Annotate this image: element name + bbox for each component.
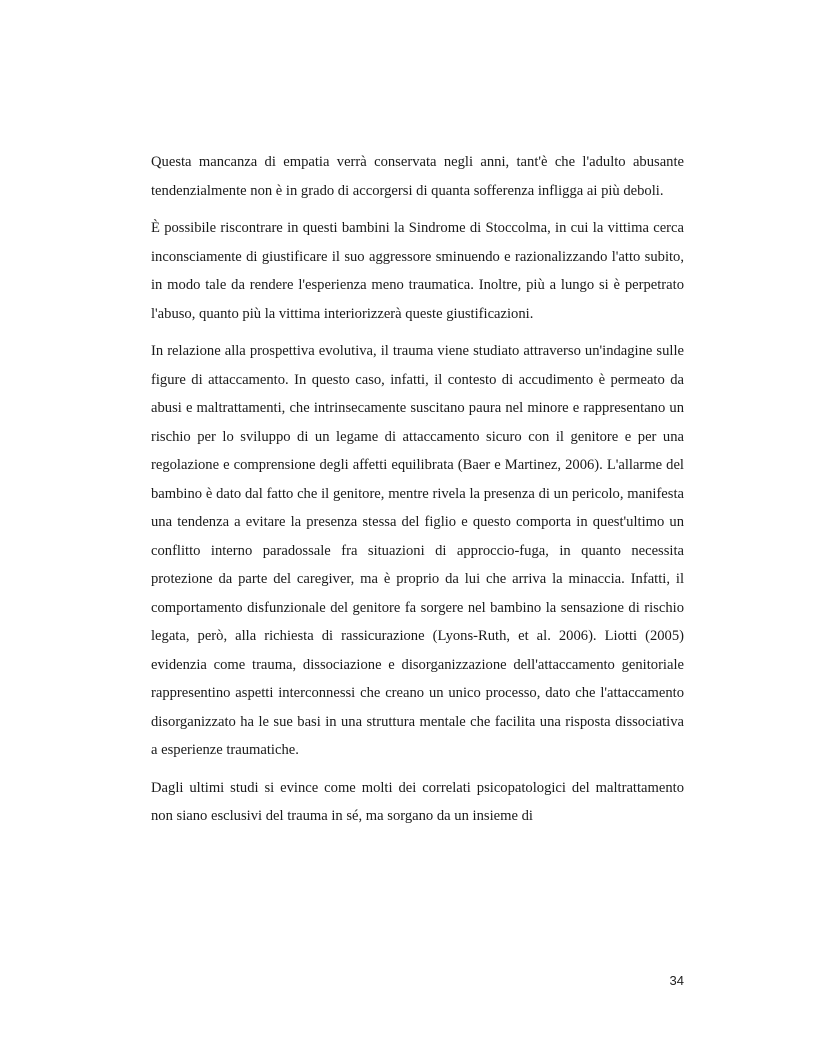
page-number: 34 — [669, 973, 684, 988]
paragraph-2: È possibile riscontrare in questi bambini la Sindrome di Stoccolma, in cui la vittima cerca inconsciamente di giustificare il suo aggressore sminuendo e razionalizzando l'atto subito, in modo tale da rendere l'esperienza meno traumatica. Inoltre, più a lungo si è perpetrato l'abuso, quanto più la vittima interiorizzerà queste giustificazioni. — [151, 220, 684, 322]
paragraph-1: Questa mancanza di empatia verrà conservata negli anni, tant'è che l'adulto abusante tendenzialmente non è in grado di accorgersi di quanta sofferenza infligga ai più deboli. — [151, 154, 684, 199]
paragraph-3: In relazione alla prospettiva evolutiva, il trauma viene studiato attraverso un'indagine sulle figure di attaccamento. In questo caso, infatti, il contesto di accudimento è permeato da abusi e maltrattamenti, che intrinsecamente suscitano paura nel minore e rappresentano un rischio per lo sviluppo di un legame di attaccamento sicuro con il genitore e per una regolazione e comprensione degli affetti equilibrata (Baer e Martinez, 2006). L'allarme del bambino è dato dal fatto che il genitore, mentre rivela la presenza di un pericolo, manifesta una tendenza a evitare la presenza stessa del figlio e questo comporta in quest'ultimo un conflitto interno paradossale fra situazioni di approccio-fuga, in quanto necessita protezione da parte del caregiver, ma è proprio da lui che arriva la minaccia. Infatti, il comportamento disfunzionale del genitore fa sorgere nel bambino la sensazione di rischio legata, però, alla richiesta di rassicurazione (Lyons-Ruth, et al. 2006). Liotti (2005) evidenzia come trauma, dissociazione e disorganizzazione dell'attaccamento genitoriale rappresentino aspetti interconnessi che creano un unico processo, dato che l'attaccamento disorganizzato ha le sue basi in una struttura mentale che facilita una risposta dissociativa a esperienze traumatiche. — [151, 343, 684, 758]
paragraph-4: Dagli ultimi studi si evince come molti dei correlati psicopatologici del maltrattamento non siano esclusivi del trauma in sé, ma sorgano da un insieme di — [151, 779, 684, 824]
body-text — [151, 148, 684, 840]
